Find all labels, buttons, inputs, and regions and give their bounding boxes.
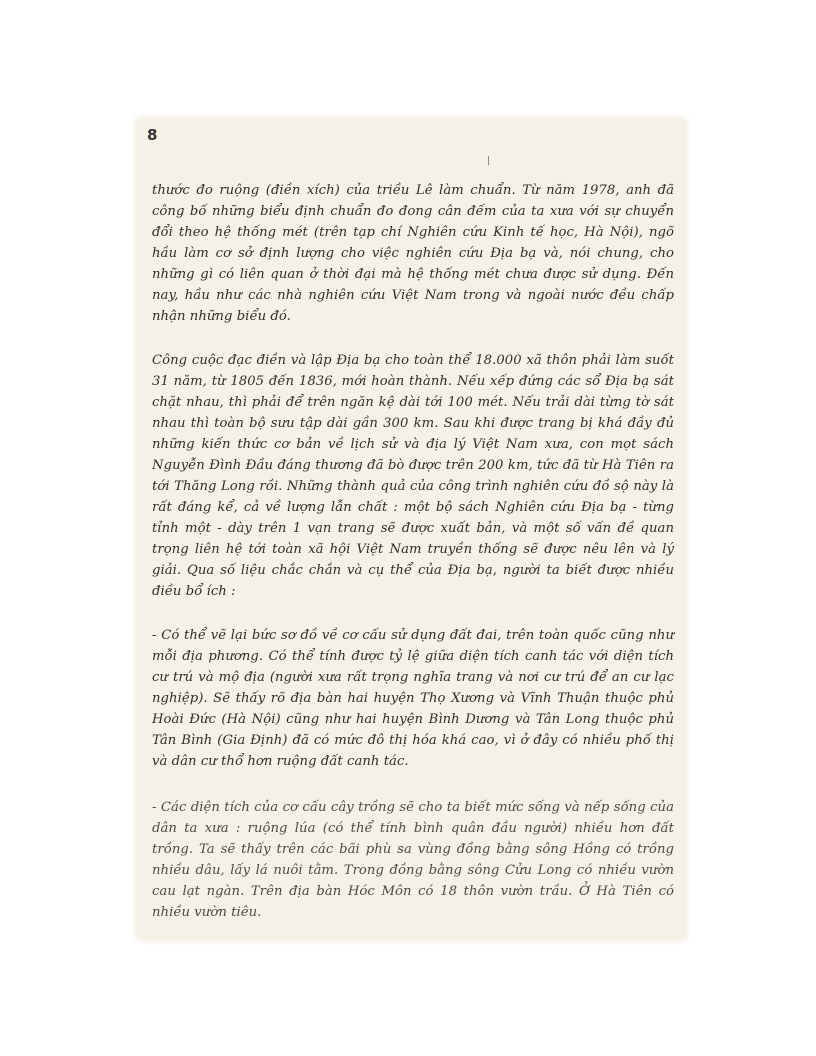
scan-mark: [488, 156, 489, 165]
paragraph-2: Công cuộc đạc điền và lập Địa bạ cho toàn thể 18.000 xã thôn phải làm suốt 31 năm, từ 1805 đến 1836, mới hoàn thành. Nếu xếp đứng các sổ Địa bạ sát chặt nhau, thì phải để trên ngăn kệ dài tới 100 mét. Nếu trải dài từng tờ sát nhau thì toàn bộ sưu tập dài gần 300 km. Sau khi được trang bị khá đầy đủ những kiến thức cơ bản về lịch sử và địa lý Việt Nam xưa, con mọt sách Nguyễn Đình Đầu đáng thương đã bò được trên 200 km, tức đã từ Hà Tiên ra tới Thăng Long rồi. Những thành quả của công trình nghiên cứu đồ sộ này là rất đáng kể, cả về lượng lẫn chất : một bộ sách Nghiên cứu Địa bạ - từng tỉnh một - dày trên 1 vạn trang sẽ được xuất bản, và một số vấn đề quan trọng liên hệ tới toàn xã hội Việt Nam truyền thống sẽ được nêu lên và lý giải. Qua số liệu chắc chắn và cụ thể của Địa bạ, người ta biết được nhiều điều bổ ích :: [152, 353, 674, 599]
paragraph-3: - Có thể vẽ lại bức sơ đồ về cơ cấu sử dụng đất đai, trên toàn quốc cũng như mỗi địa phương. Có thể tính được tỷ lệ giữa diện tích canh tác với diện tích cư trú và mộ địa (người xưa rất trọng nghĩa trang và nơi cư trú để an cư lạc nghiệp). Sẽ thấy rõ địa bàn hai huyện Thọ Xương và Vĩnh Thuận thuộc phủ Hoài Đức (Hà Nội) cũng như hai huyện Bình Dương và Tân Long thuộc phủ Tân Bình (Gia Định) đã có mức đô thị hóa khá cao, vì ở đây có nhiều phố thị và dân cư thổ hơn ruộng đất canh tác.: [152, 628, 674, 769]
paragraph-4: - Các diện tích của cơ cấu cây trồng sẽ cho ta biết mức sống và nếp sống của dân ta xưa : ruộng lúa (có thể tính bình quân đầu người) nhiều hơn đất trồng. Ta sẽ thấy trên các bãi phù sa vùng đồng bằng sông Hồng có trồng nhiều dâu, lấy lá nuôi tằm. Trong đồng bằng sông Cửu Long có nhiều vườn cau lạt ngàn. Trên địa bàn Hóc Môn có 18 thôn vườn trầu. Ở Hà Tiên có nhiều vườn tiêu.: [152, 800, 674, 920]
page-number: 8: [147, 126, 158, 144]
paragraph-1: thước đo ruộng (điền xích) của triều Lê làm chuẩn. Từ năm 1978, anh đã công bố những biểu định chuẩn đo đong cân đếm của ta xưa với sự chuyển đổi theo hệ thống mét (trên tạp chí Nghiên cứu Kinh tế học, Hà Nội), ngõ hầu làm cơ sở định lượng cho việc nghiên cứu Địa bạ và, nói chung, cho những gì có liên quan ở thời đại mà hệ thống mét chưa được sử dụng. Đến nay, hầu như các nhà nghiên cứu Việt Nam trong và ngoài nước đều chấp nhận những biểu đó.: [152, 183, 674, 324]
